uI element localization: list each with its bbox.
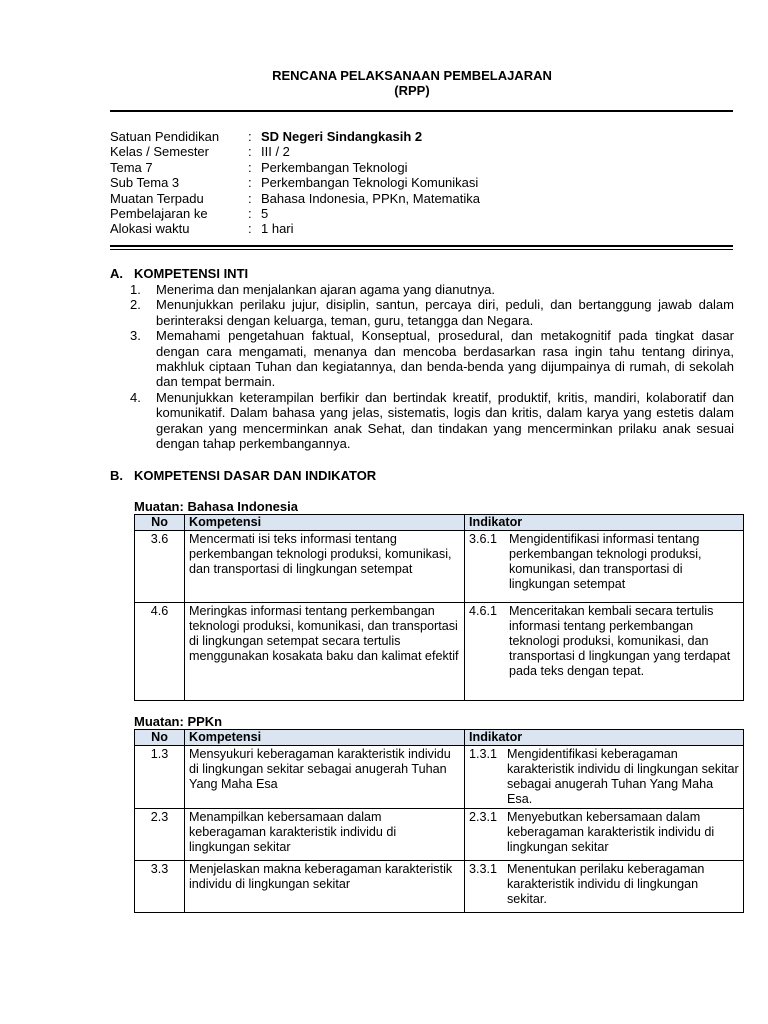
document-title: RENCANA PELAKSANAAN PEMBELAJARAN	[272, 68, 552, 83]
list-number: 1.	[130, 282, 141, 297]
indikator-text: Menyebutkan kebersamaan dalam keberagaman karakteristik individu di lingkungan sekitar	[507, 810, 715, 854]
cell-indikator	[465, 809, 744, 861]
identity-value: Bahasa Indonesia, PPKn, Matematika	[261, 190, 480, 206]
section-b-heading	[110, 468, 376, 483]
cell-no: 2.3	[135, 809, 185, 861]
identity-value: 5	[261, 205, 269, 221]
identity-label: Satuan Pendidikan	[110, 129, 220, 144]
identity-colon: :	[248, 159, 252, 175]
identity-label: Tema 7	[110, 159, 153, 175]
identity-label: Kelas / Semester	[110, 144, 209, 160]
indikator-code: 1.3.1	[469, 747, 498, 761]
section-title: KOMPETENSI INTI	[134, 266, 249, 281]
indikator-text: Menentukan perilaku keberagaman karakteristik individu di lingkungan sekitar.	[507, 862, 705, 906]
cell-indikator	[465, 531, 744, 603]
identity-value: 1 hari	[261, 221, 294, 237]
header-kompetensi: Kompetensi	[185, 515, 465, 531]
list-text: Menunjukkan perilaku jujur, disiplin, santun, percaya diri, peduli, dan bertanggung jawab dalam berinteraksi dengan keluarga, teman, guru, tetangga dan Negara.	[156, 297, 734, 328]
identity-value: III / 2	[261, 144, 290, 160]
cell-no: 4.6	[135, 603, 185, 701]
table-row	[135, 746, 744, 809]
list-item	[130, 282, 734, 297]
table-header-row	[135, 730, 744, 746]
cell-indikator	[465, 861, 744, 913]
muatan-bahasa-label: Muatan: Bahasa Indonesia	[134, 499, 298, 514]
indikator-code: 3.6.1	[469, 532, 498, 546]
identity-divider-thin	[110, 249, 733, 250]
indikator-code: 3.3.1	[469, 862, 498, 876]
table-row	[135, 809, 744, 861]
top-divider	[110, 110, 733, 112]
list-text: Memahami pengetahuan faktual, Konseptual, prosedural, dan metakognitif pada tingkat dasar dengan cara mengamati, menanya dan mencoba berdasarkan rasa ingin tahu tentang dirinya, makhluk ciptaan Tuhan dan kegiatannya, dan benda-benda yang dijumpainya di rumah, di sekolah dan tempat bermain.	[156, 328, 734, 390]
identity-value: Perkembangan Teknologi	[261, 159, 408, 175]
table-row	[135, 861, 744, 913]
document-subtitle: (RPP)	[394, 83, 430, 98]
table-row	[135, 603, 744, 701]
identity-colon: :	[248, 221, 252, 237]
cell-kompetensi: Menampilkan kebersamaan dalam keberagaman karakteristik individu di lingkungan sekitar	[185, 809, 465, 861]
identity-colon: :	[248, 175, 252, 191]
header-no: No	[135, 515, 185, 531]
cell-no: 3.6	[135, 531, 185, 603]
identity-label: Alokasi waktu	[110, 221, 190, 237]
list-item	[130, 297, 734, 328]
cell-no: 3.3	[135, 861, 185, 913]
identity-value: SD Negeri Sindangkasih 2	[261, 129, 423, 144]
identity-divider	[110, 245, 733, 247]
cell-kompetensi: Mencermati isi teks informasi tentang perkembangan teknologi produksi, komunikasi, dan transportasi di lingkungan setempat	[185, 531, 465, 603]
identity-colon: :	[248, 144, 252, 160]
indikator-text: Menceritakan kembali secara tertulis informasi tentang perkembangan teknologi produksi, komunikasi, dan transportasi d lingkungan yang terdapat pada teks dengan tepat.	[509, 604, 731, 678]
cell-kompetensi: Meringkas informasi tentang perkembangan teknologi produksi, komunikasi, dan transportasi di lingkungan setempat secara tertulis menggunakan kosakata baku dan kalimat efektif	[185, 603, 465, 701]
list-item	[130, 390, 734, 452]
indikator-code: 4.6.1	[469, 604, 498, 618]
header-indikator: Indikator	[465, 515, 744, 531]
kompetensi-inti-list	[130, 282, 734, 451]
identity-label: Muatan Terpadu	[110, 190, 204, 206]
identity-label: Pembelajaran ke	[110, 205, 208, 221]
identity-colon: :	[248, 190, 252, 206]
list-number: 3.	[130, 328, 141, 344]
ppkn-table	[134, 729, 744, 913]
list-text: Menerima dan menjalankan ajaran agama yang dianutnya.	[156, 282, 495, 297]
indikator-code: 2.3.1	[469, 810, 498, 824]
header-indikator: Indikator	[465, 730, 744, 746]
bahasa-indonesia-table	[134, 514, 744, 701]
section-a-heading	[110, 266, 248, 281]
list-text: Menunjukkan keterampilan berfikir dan bertindak kreatif, produktif, kritis, mandiri, kolaboratif dan komunikatif. Dalam bahasa yang jelas, sistematis, logis dan kritis, dalam karya yang estetis dalam gerakan yang mencerminkan anak Sehat, dan tindakan yang mencerminkan prilaku anak sesuai dengan tahap perkembangannya.	[156, 389, 734, 452]
section-title: KOMPETENSI DASAR DAN INDIKATOR	[134, 468, 377, 483]
cell-indikator	[465, 746, 744, 809]
identity-colon: :	[248, 129, 252, 144]
header-kompetensi: Kompetensi	[185, 730, 465, 746]
table-row	[135, 531, 744, 603]
list-number: 4.	[130, 389, 141, 405]
indikator-text: Mengidentifikasi informasi tentang perkembangan teknologi produksi, komunikasi, dan transportasi di lingkungan setempat	[509, 532, 702, 591]
indikator-text: Mengidentifikasi keberagaman karakteristik individu di lingkungan sekitar sebagai anugerah Tuhan Yang Maha Esa.	[507, 747, 739, 806]
cell-no: 1.3	[135, 746, 185, 809]
section-letter: A.	[110, 266, 123, 281]
list-number: 2.	[130, 297, 141, 313]
section-letter: B.	[110, 468, 123, 483]
cell-indikator	[465, 603, 744, 701]
cell-kompetensi: Menjelaskan makna keberagaman karakteristik individu di lingkungan sekitar	[185, 861, 465, 913]
identity-label: Sub Tema 3	[110, 175, 180, 191]
list-item	[130, 328, 734, 390]
cell-kompetensi: Mensyukuri keberagaman karakteristik individu di lingkungan sekitar sebagai anugerah Tuhan Yang Maha Esa	[185, 746, 465, 809]
header-no: No	[135, 730, 185, 746]
identity-value: Perkembangan Teknologi Komunikasi	[261, 175, 479, 191]
identity-colon: :	[248, 205, 252, 221]
muatan-ppkn-label: Muatan: PPKn	[134, 714, 223, 729]
table-header-row	[135, 515, 744, 531]
